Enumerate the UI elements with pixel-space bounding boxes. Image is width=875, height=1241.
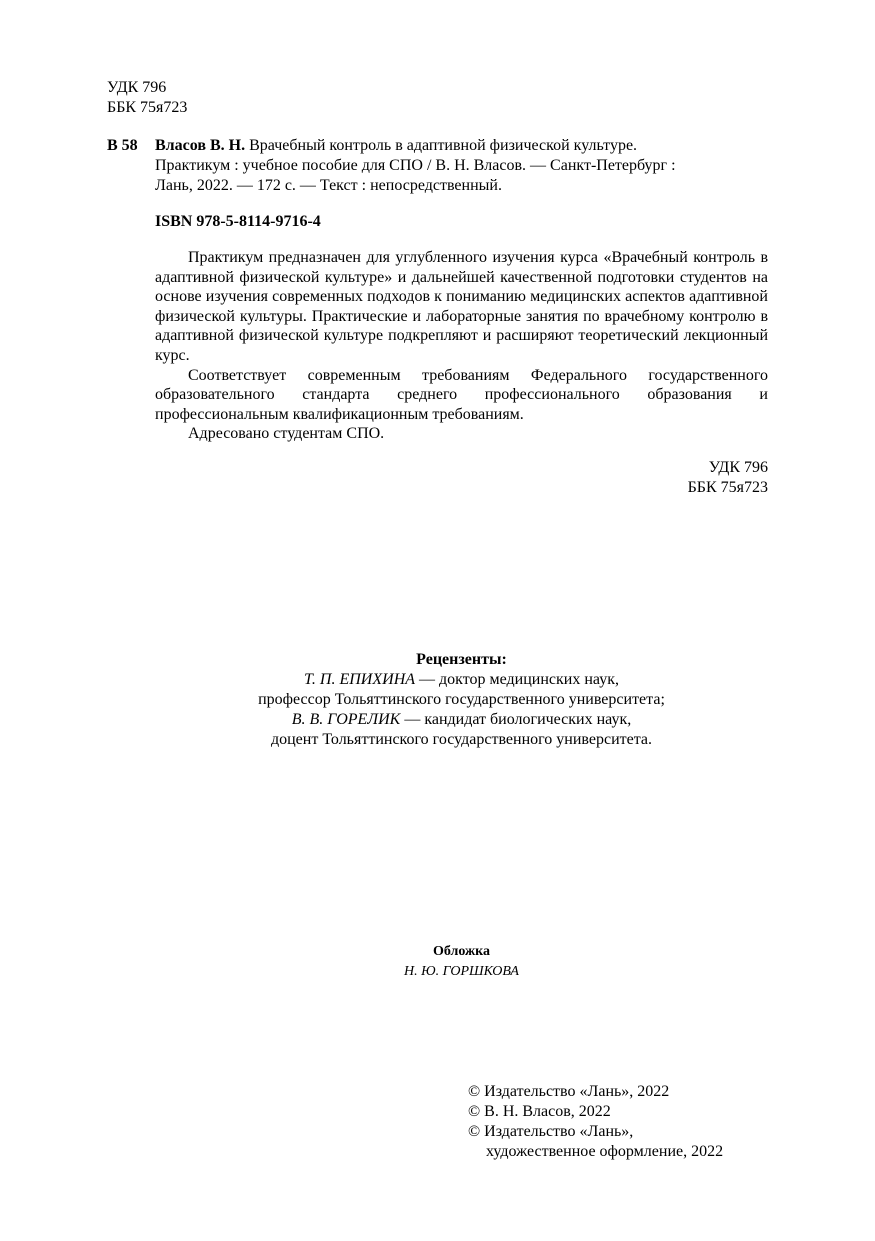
reviewer-line (155, 670, 768, 690)
reviewer-name: В. В. ГОРЕЛИК (291, 711, 401, 728)
title-line-3: Лань, 2022. — 172 с. — Текст : непосредственный. (155, 177, 502, 194)
copyright-line: © В. Н. Власов, 2022 (468, 1103, 611, 1120)
reviewer-affiliation: профессор Тольяттинского государственного университета; (258, 691, 665, 708)
cover-credit (155, 942, 768, 982)
copyright-line: художественное оформление, 2022 (486, 1143, 724, 1160)
bbk-code: ББК 75я723 (687, 479, 768, 496)
udk-code: УДК 796 (107, 79, 167, 96)
reviewer-line (155, 710, 768, 730)
udk-code: УДК 796 (708, 459, 768, 476)
copyright-line: © Издательство «Лань», (468, 1123, 634, 1140)
cover-designer: Н. Ю. ГОРШКОВА (404, 964, 519, 979)
reviewer-name: Т. П. ЕПИХИНА (304, 671, 416, 688)
reviewer-title: — кандидат биологических наук, (400, 711, 632, 728)
reviewer-title: — доктор медицинских наук, (415, 671, 619, 688)
isbn: ISBN 978-5-8114-9716-4 (155, 213, 321, 230)
author-mark: В 58 (107, 137, 138, 154)
catalog-entry (107, 136, 768, 196)
title-line-1: Врачебный контроль в адаптивной физической культуре. (249, 137, 638, 154)
annotation-paragraph: Адресовано студентам СПО. (188, 425, 385, 443)
author-name: Власов В. Н. (155, 137, 246, 154)
annotation-paragraph: Практикум предназначен для углубленного изучения курса «Врачебный контроль в адаптивной физической культуре» и дальнейшей качественной подготовки студентов на основе изучения современных подходов к пониманию медицинских аспектов адаптивной физической культуры. Практические и лабораторные занятия по врачебному контролю в адаптивной физической культуре подкрепляют и расширяют теоретический лекционный курс. (155, 249, 768, 364)
annotation-paragraph: Соответствует современным требованиям Федерального государственного образовательного стандарта среднего профессионального образования и профессиональным квалификационным требованиям. (155, 366, 768, 423)
reviewers-heading: Рецензенты: (416, 651, 507, 668)
cover-heading: Обложка (432, 944, 491, 959)
bibliographic-description (155, 136, 768, 196)
reviewers-block (155, 650, 768, 750)
classification-bottom (688, 458, 768, 498)
copyright-line: © Издательство «Лань», 2022 (468, 1083, 670, 1100)
annotation (155, 248, 768, 444)
bbk-code: ББК 75я723 (107, 99, 188, 116)
copyright-block (468, 1082, 768, 1162)
classification-top (107, 78, 187, 118)
reviewer-affiliation: доцент Тольяттинского государственного университета. (270, 731, 653, 748)
title-line-2: Практикум : учебное пособие для СПО / В. Н. Власов. — Санкт-Петербург : (155, 157, 676, 174)
